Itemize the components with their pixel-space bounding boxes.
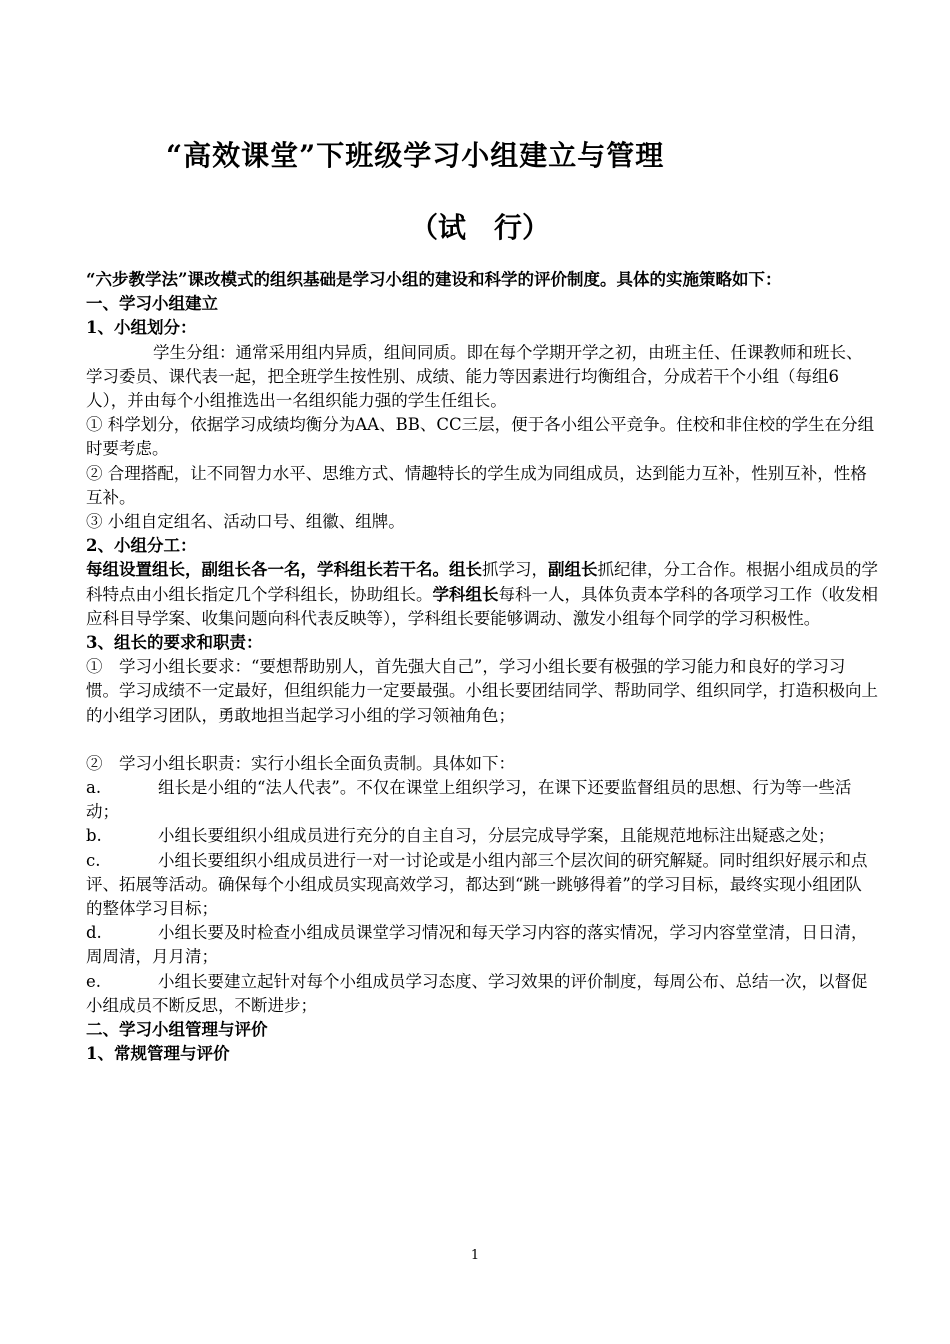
duty-item (86, 824, 878, 848)
bold-text: 副组长 (548, 560, 598, 580)
duty-text: 小组长要建立起针对每个小组成员学习态度、学习效果的评价制度，每周公布、总结一次，以督促小组成员不断反思，不断进步； (86, 971, 868, 1015)
text-run: 抓学习， (482, 560, 548, 580)
duty-text: 组长是小组的“法人代表”。不仅在课堂上组织学习，在课下还要监督组员的思想、行为等一些活动； (86, 778, 852, 822)
duty-text: 小组长要组织小组成员进行充分的自主自习，分层完成导学案，且能规范地标注出疑惑之处； (158, 826, 835, 846)
subsection-heading: 1、小组划分： (86, 318, 197, 338)
bold-text: 每组设置组长，副组长各一名，学科组长若干名。 (86, 560, 449, 580)
duty-text: 小组长要及时检查小组成员课堂学习情况和每天学习内容的落实情况，学习内容堂堂清，日日清，周周清，月月清； (86, 923, 868, 967)
list-item: ② 合理搭配，让不同智力水平、思维方式、情趣特长的学生成为同组成员，达到能力互补，性别互补，性格互补。 (86, 463, 867, 507)
section-heading: 一、学习小组建立 (86, 294, 218, 314)
duty-text: 小组长要组织小组成员进行一对一讨论或是小组内部三个层次间的研究解疑。同时组织好展示和点评、拓展等活动。确保每个小组成员实现高效学习，都达到“跳一跳够得着”的学习目标，最终实现小组团队的整体学习目标； (86, 850, 868, 919)
text-run: 抓纪律，分工合作。根据小组成员的学科特点由小组长指定几个学科组长，协助组长。 (86, 560, 878, 604)
duty-label: a. (86, 778, 102, 798)
paragraph: ① 学习小组长要求：“要想帮助别人，首先强大自己”，学习小组长要有极强的学习能力和良好的学习习惯。学习成绩不一定最好，但组织能力一定要最强。小组长要团结同学、帮助同学、组织同学，打造积极向上的小组学习团队，勇敢地担当起学习小组的学习领袖角色； (86, 657, 878, 725)
duty-item (86, 849, 878, 922)
duty-label: b. (86, 826, 102, 846)
text-run: 每科一人，具体负责本学科的各项学习工作（收发相应科目导学案、收集问题向科代表反映等），学科组长要能够调动、激发小组每个同学的学习积极性。 (86, 584, 878, 628)
subsection-heading: 1、常规管理与评价 (86, 1044, 230, 1064)
document-subtitle: （试 行） (410, 211, 551, 244)
bold-text: 组长 (449, 560, 482, 580)
duty-item (86, 970, 878, 1018)
subsection-heading: 2、小组分工： (86, 536, 197, 556)
document-body (86, 268, 878, 1067)
duty-label: c. (86, 850, 101, 870)
list-item: ③ 小组自定组名、活动口号、组徽、组牌。 (86, 512, 405, 532)
intro-paragraph: “六步教学法”课改模式的组织基础是学习小组的建设和科学的评价制度。具体的实施策略如下： (86, 270, 782, 289)
blank-line (86, 728, 878, 752)
duty-item (86, 921, 878, 969)
duty-label: d. (86, 923, 102, 943)
list-item: ① 科学划分，依据学习成绩均衡分为AA、BB、CC三层，便于各小组公平竞争。住校和非住校的学生在分组时要考虑。 (86, 415, 875, 459)
page-number: 1 (470, 1248, 480, 1263)
paragraph: 学生分组：通常采用组内异质，组间同质。即在每个学期开学之初，由班主任、任课教师和班长、学习委员、课代表一起，把全班学生按性别、成绩、能力等因素进行均衡组合，分成若干个小组（每组6人），并由每个小组推选出一名组织能力强的学生任组长。 (86, 342, 863, 411)
paragraph (86, 558, 878, 631)
document-title: “高效课堂”下班级学习小组建立与管理 (166, 139, 665, 172)
bold-text: 学科组长 (432, 584, 499, 604)
section-heading: 二、学习小组管理与评价 (86, 1020, 268, 1040)
paragraph: ② 学习小组长职责：实行小组长全面负责制。具体如下： (86, 753, 515, 773)
duty-label: e. (86, 971, 102, 991)
subsection-heading: 3、组长的要求和职责： (86, 633, 263, 653)
duty-item (86, 776, 878, 824)
